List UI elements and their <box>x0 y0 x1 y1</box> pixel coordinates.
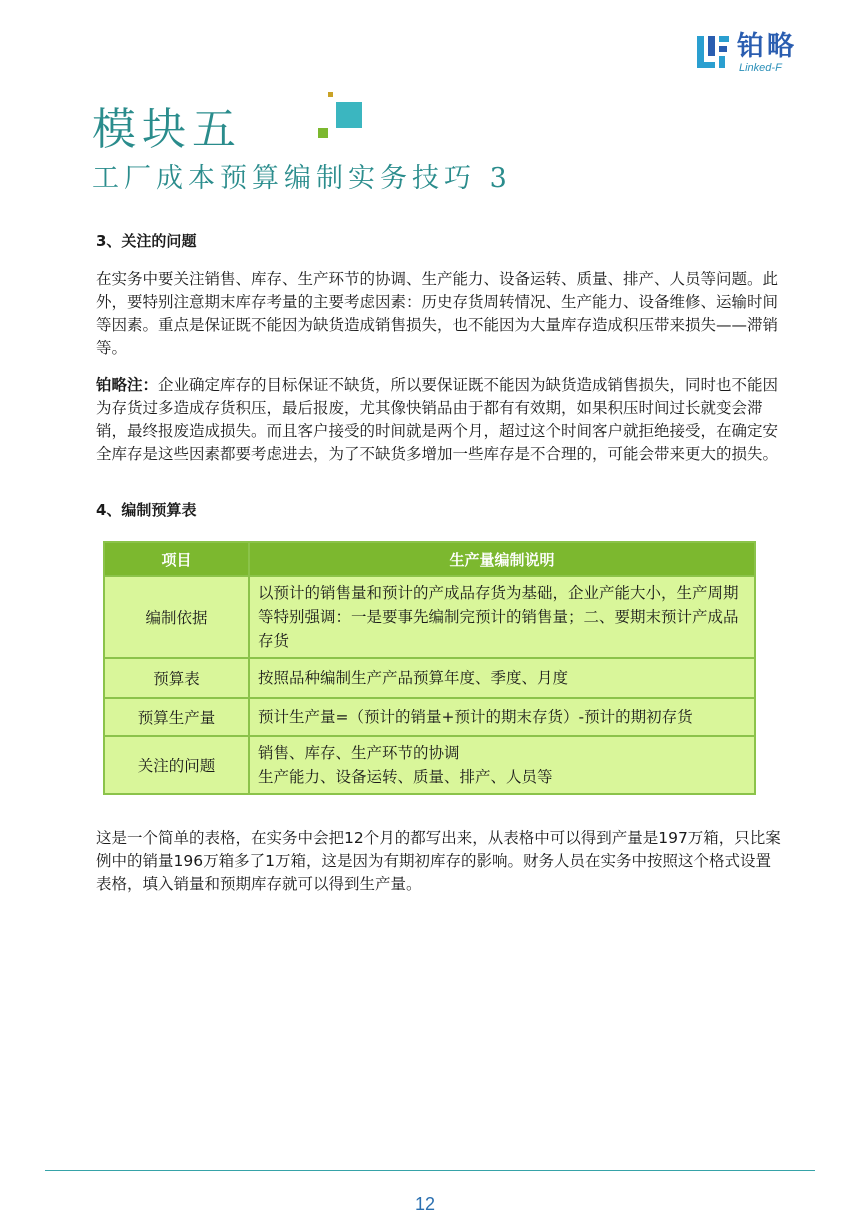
table-cell-desc-multi <box>249 736 755 794</box>
table-header-item: 项目 <box>104 542 249 576</box>
table-cell-item: 预算生产量 <box>104 698 249 736</box>
page-subtitle: 工厂成本预算编制实务技巧 3 <box>92 163 512 194</box>
page-title: 模块五 <box>92 104 242 155</box>
note-label: 铂略注： <box>96 376 159 394</box>
section-3-paragraph: 在实务中要关注销售、库存、生产环节的协调、生产能力、设备运转、质量、排产、人员等问题。此外，要特别注意期末库存考量的主要考虑因素：历史存货周转情况、生产能力、设备维修、运输时间等因素。重点是保证既不能因为缺货造成销售损失，也不能因为大量库存造成积压带来损失——滞销等。 <box>96 270 779 357</box>
table-row <box>104 736 755 794</box>
table-cell-item: 预算表 <box>104 658 249 698</box>
table-row <box>104 576 755 658</box>
table-cell-line-2: 生产能力、设备运转、质量、排产、人员等 <box>258 768 553 786</box>
note-paragraph <box>96 374 786 466</box>
section-3-heading: 3、关注的问题 <box>96 232 197 250</box>
budget-table <box>103 541 756 795</box>
table-cell-item: 关注的问题 <box>104 736 249 794</box>
footer-divider <box>45 1170 815 1171</box>
logo-text-cn: 铂略 <box>737 31 797 62</box>
decorative-squares <box>318 92 366 142</box>
table-cell-desc: 按照品种编制生产产品预算年度、季度、月度 <box>249 658 755 698</box>
note-text: 企业确定库存的目标保证不缺货，所以要保证既不能因为缺货造成销售损失，同时也不能因为存货过多造成存货积压，最后报废，尤其像快销品由于都有有效期，如果积压时间过长就变会滞销，最终报废造成损失。而且客户接受的时间就是两个月，超过这个时间客户就拒绝接受，在确定安全库存是这些因素都要考虑进去，为了不缺货多增加一些库存是不合理的，可能会带来更大的损失。 <box>96 376 779 463</box>
table-row <box>104 698 755 736</box>
table-header-row <box>104 542 755 576</box>
section-4-paragraph: 这是一个简单的表格，在实务中会把12个月的都写出来，从表格中可以得到产量是197万箱，只比案例中的销量196万箱多了1万箱，这是因为有期初库存的影响。财务人员在实务中按照这个格式设置表格，填入销量和预期库存就可以得到生产量。 <box>96 829 781 893</box>
brand-logo <box>695 30 815 74</box>
page-number: 12 <box>414 1194 436 1214</box>
table-cell-line-1: 销售、库存、生产环节的协调 <box>258 744 460 762</box>
table-header-desc: 生产量编制说明 <box>249 542 755 576</box>
table-cell-item: 编制依据 <box>104 576 249 658</box>
section-4-heading: 4、编制预算表 <box>96 501 197 519</box>
logo-text-en: Linked-F <box>739 62 782 74</box>
table-row <box>104 658 755 698</box>
logo-mark-icon <box>695 34 731 70</box>
table-cell-desc: 预计生产量=（预计的销量+预计的期末存货）-预计的期初存货 <box>249 698 755 736</box>
table-cell-desc: 以预计的销售量和预计的产成品存货为基础，企业产能大小，生产周期等特别强调：一是要事先编制完预计的销售量；二、要期末预计产成品存货 <box>249 576 755 658</box>
